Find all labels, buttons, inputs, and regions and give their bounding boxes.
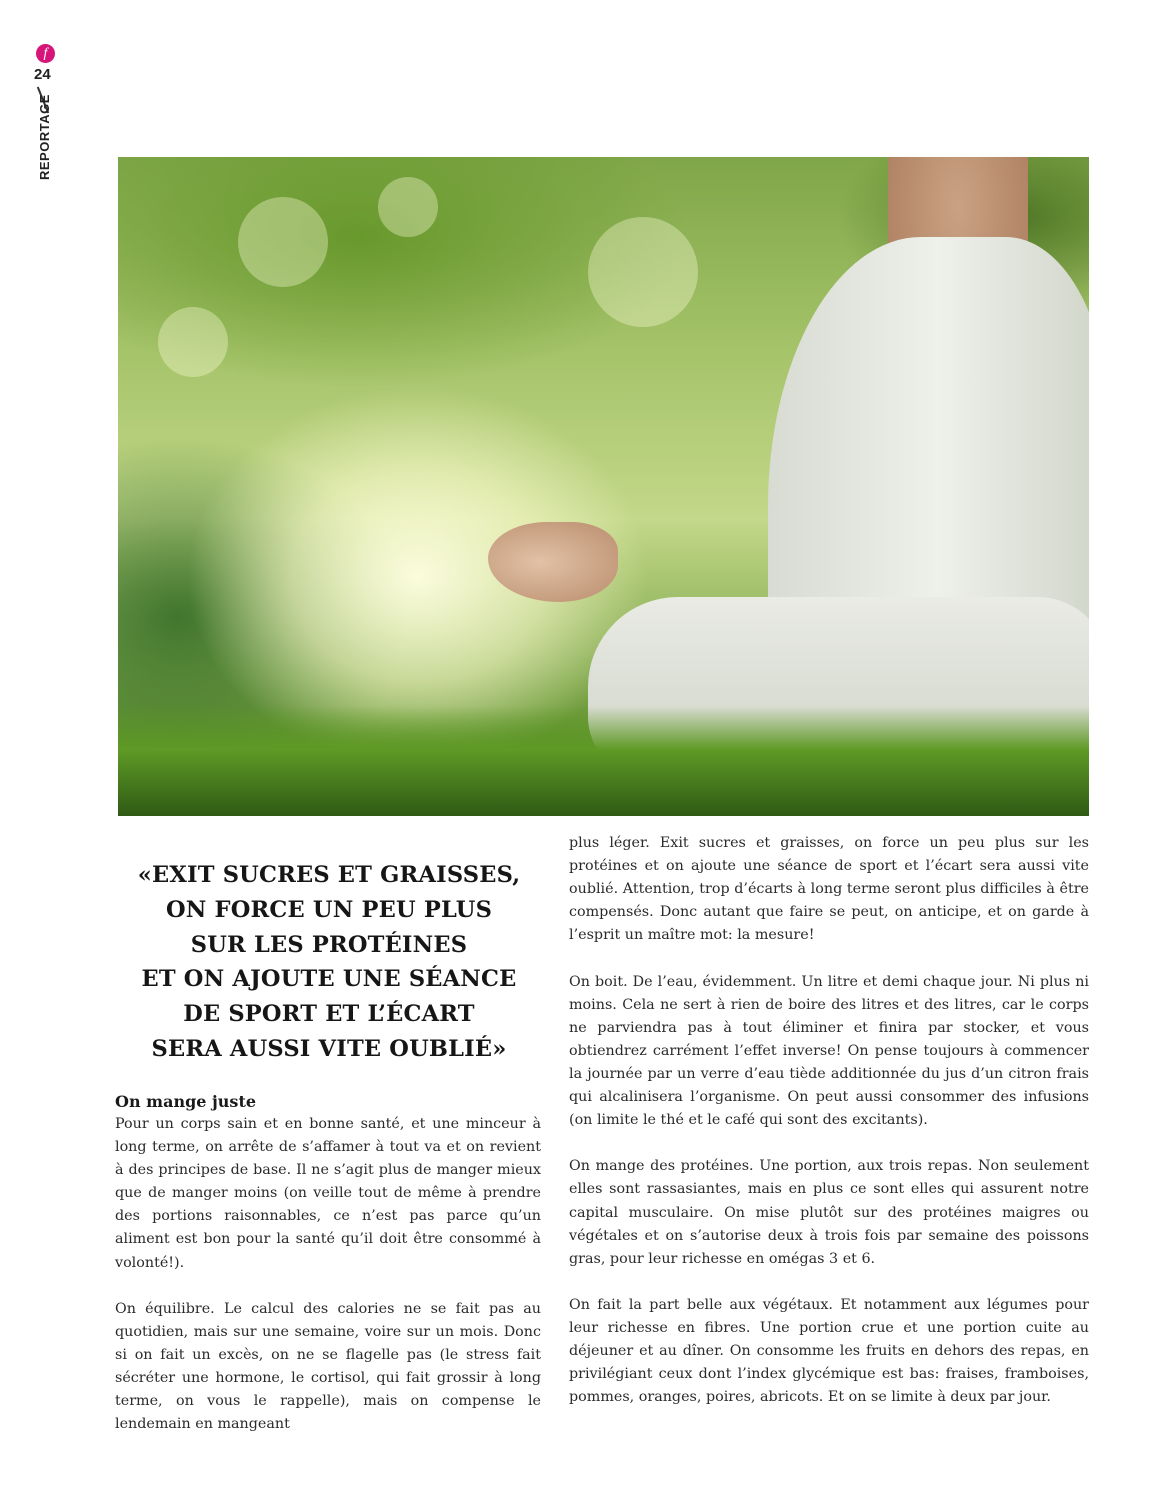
pull-quote-line: SUR LES PROTÉINES [190,931,468,958]
article-subheading: On mange juste [115,1092,257,1111]
article-paragraph: On boit. De l’eau, évidemment. Un litre et demi chaque jour. Ni plus ni moins. Cela ne sert à rien de boire des litres et des litres, car le corps ne parviendra pas à tout éliminer et finira par stocker, et vous obtiendrez carrément l’effet inverse! On pense toujours à commencer la journée par un verre d’eau tiède additionnée du jus d’un citron frais qui alcalinisera l’organisme. On peut aussi consommer des infusions (on limite le thé et le café qui sont des excitants). [569,973,1089,1129]
section-label: REPORTAGE [37,94,52,180]
page-number: 24 [34,66,51,83]
bokeh-light [378,177,438,237]
hero-photo [118,157,1089,816]
bokeh-light [588,217,698,327]
pull-quote-line: ET ON AJOUTE UNE SÉANCE [141,966,517,993]
pull-quote [115,858,543,1067]
article-paragraph: On équilibre. Le calcul des calories ne se fait pas au quotidien, mais sur une semaine, voire sur un mois. Donc si on fait un excès, on ne se flagelle pas (le stress fait sécréter une hormone, le cortisol, qui fait grossir à long terme, on vous le rappelle), mais on compense le lendemain en mangeant [115,1300,541,1433]
article-paragraph: On mange des protéines. Une portion, aux trois repas. Non seulement elles sont rassasiantes, mais en plus ce sont elles qui assurent notre capital musculaire. On mise plutôt sur des protéines maigres ou végétales et on s’autorise deux à trois fois par semaine des poissons gras, pour leur richesse en omégas 3 et 6. [569,1158,1089,1267]
grass-foreground [118,706,1089,816]
person-hand [488,522,618,602]
article-column-right [569,832,1089,1409]
bokeh-light [158,307,228,377]
article-paragraph: plus léger. Exit sucres et graisses, on force un peu plus sur les protéines et on ajoute une séance de sport et l’écart sera aussi vite oublié. Attention, trop d’écarts à long terme seront plus difficiles à être compensés. Donc autant que faire se peut, on anticipe, et on garde à l’esprit un maître mot: la mesure! [569,835,1089,944]
pull-quote-line: ON FORCE UN PEU PLUS [165,896,493,923]
bokeh-light [238,197,328,287]
article-paragraph: On fait la part belle aux végétaux. Et notamment aux légumes pour leur richesse en fibres. Une portion crue et une portion cuite au déjeuner et au dîner. On consomme les fruits en dehors des repas, en privilégiant ceux dont l’index glycémique est bas: fraises, framboises, pommes, oranges, poires, abricots. Et on se limite à deux par jour. [569,1296,1089,1406]
article-paragraph: Pour un corps sain et en bonne santé, et une minceur à long terme, on arrête de s’affamer à tout va et on revient à des principes de base. Il ne s’agit plus de manger mieux que de manger moins (on veille tout de même à prendre des portions raisonnables, ce n’est pas parce qu’un aliment est bon pour la santé qu’il doit être consommé à volonté!). [115,1116,541,1271]
pull-quote-line: SERA AUSSI VITE OUBLIÉ» [151,1035,507,1062]
section-marker [20,38,70,188]
pull-quote-line: «EXIT SUCRES ET GRAISSES, [137,862,521,888]
article-column-left [115,1090,541,1436]
magazine-logo-icon: f [36,44,55,63]
pull-quote-line: DE SPORT ET L’ÉCART [183,1001,475,1028]
